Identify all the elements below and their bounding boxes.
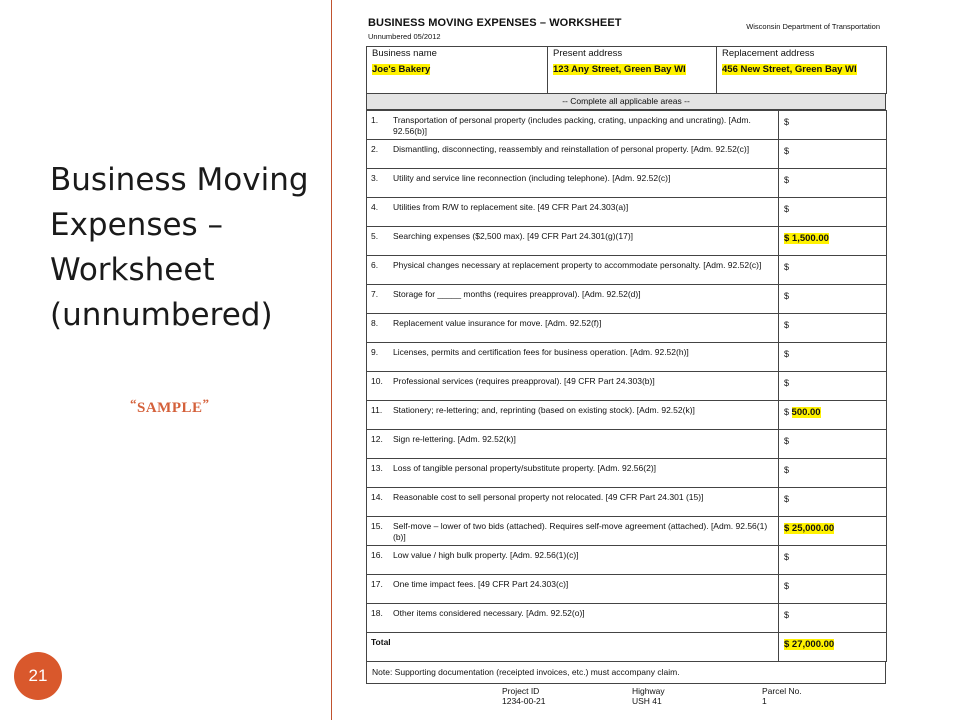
expense-row [367,546,887,575]
expense-currency: $ [784,494,790,504]
expense-amount: 500.00 [791,407,821,418]
page-number-badge: 21 [14,652,62,700]
expense-description-cell [367,459,779,488]
expense-amount-cell [779,604,887,633]
expense-description: Loss of tangible personal property/substitute property. [Adm. 92.56(2)] [393,463,657,473]
expense-row [367,227,887,256]
expense-row [367,285,887,314]
expense-number: 4. [371,202,379,212]
expense-row [367,430,887,459]
present-address-value: 123 Any Street, Green Bay WI [553,64,686,75]
total-row [367,633,887,662]
expense-description-cell [367,256,779,285]
present-address-cell [548,47,717,94]
business-name-cell [367,47,548,94]
replacement-address-value: 456 New Street, Green Bay WI [722,64,857,75]
expense-number: 10. [371,376,383,386]
expense-currency: $ [784,581,790,591]
expense-currency: $ [784,117,790,127]
expense-number: 12. [371,434,383,444]
replacement-address-label: Replacement address [722,48,815,59]
expense-row [367,604,887,633]
present-address-label: Present address [553,48,623,59]
expense-amount: $ 25,000.00 [784,523,835,534]
expense-description-cell [367,198,779,227]
expense-number: 5. [371,231,379,241]
expense-currency: $ [784,552,790,562]
sample-text: SAMPLE [137,400,203,416]
highway-label: Highway [632,686,665,696]
expense-description-cell [367,285,779,314]
expense-number: 8. [371,318,379,328]
expense-description-cell [367,140,779,169]
vertical-divider [331,0,332,720]
sample-close-quote: ” [202,396,210,411]
form-footer [366,684,886,720]
expense-description: Low value / high bulk property. [Adm. 92.56(1)(c)] [393,550,579,560]
expense-description-cell [367,314,779,343]
expense-row [367,401,887,430]
expense-description: Licenses, permits and certification fees for business operation. [Adm. 92.52(h)] [393,347,689,357]
expense-number: 9. [371,347,379,357]
expense-description: Physical changes necessary at replacement property to accommodate personalty. [Adm. 92.52(c)] [393,260,762,270]
total-label: Total [367,633,779,662]
expense-description-cell [367,517,779,546]
expense-amount-cell [779,430,887,459]
sample-label [130,396,210,417]
expense-description-cell [367,430,779,459]
expense-description-cell [367,372,779,401]
expense-items-table [366,110,887,662]
note-text: Note: Supporting documentation (receipted invoices, etc.) must accompany claim. [366,662,886,684]
expense-description: Transportation of personal property (includes packing, crating, unpacking and uncrating). [Adm. 92.56(b)] [393,115,751,136]
replacement-address-cell [717,47,887,94]
expense-amount-cell [779,111,887,140]
form-agency: Wisconsin Department of Transportation [746,22,880,31]
expense-amount: $ 1,500.00 [784,233,829,244]
expense-row [367,140,887,169]
expense-description-cell [367,169,779,198]
form-title: BUSINESS MOVING EXPENSES – WORKSHEET [368,17,622,29]
expense-description: Utility and service line reconnection (including telephone). [Adm. 92.52(c)] [393,173,671,183]
highway-value: USH 41 [632,696,662,706]
sample-open-quote: “ [130,396,137,411]
expense-description-cell [367,604,779,633]
total-amount: $ 27,000.00 [784,639,835,650]
expense-row [367,198,887,227]
expense-description: Searching expenses ($2,500 max). [49 CFR Part 24.301(g)(17)] [393,231,634,241]
expense-currency: $ [784,175,790,185]
project-id-value: 1234-00-21 [502,696,546,706]
expense-description-cell [367,401,779,430]
expense-description: Self-move – lower of two bids (attached). Requires self-move agreement (attached). [Adm. 92.56(1)(b)] [393,521,768,542]
expense-currency: $ [784,291,790,301]
expense-amount-cell [779,256,887,285]
expense-amount-cell [779,169,887,198]
expense-row [367,256,887,285]
expense-description: Dismantling, disconnecting, reassembly and reinstallation of personal property. [Adm. 92.52(c)] [393,144,750,154]
expense-row [367,459,887,488]
expense-number: 14. [371,492,383,502]
expense-currency: $ [784,436,790,446]
expense-amount-cell [779,488,887,517]
expense-amount-cell [779,314,887,343]
expense-amount-cell [779,401,887,430]
expense-number: 18. [371,608,383,618]
expense-currency: $ [784,465,790,475]
expense-amount-cell [779,546,887,575]
business-name-value: Joe's Bakery [372,64,431,75]
business-info-table [366,46,887,94]
section-header: -- Complete all applicable areas -- [366,94,886,110]
expense-description: Replacement value insurance for move. [Adm. 92.52(f)] [393,318,602,328]
expense-amount-cell [779,575,887,604]
expense-row [367,111,887,140]
expense-number: 15. [371,521,383,531]
expense-amount-cell [779,140,887,169]
expense-number: 2. [371,144,379,154]
expense-number: 13. [371,463,383,473]
expense-currency: $ [784,204,790,214]
expense-number: 1. [371,115,379,125]
expense-description: Other items considered necessary. [Adm. 92.52(o)] [393,608,585,618]
worksheet-form [366,12,886,720]
parcel-block [762,686,802,706]
expense-description: Utilities from R/W to replacement site. [49 CFR Part 24.303(a)] [393,202,629,212]
expense-row [367,372,887,401]
form-header [366,12,886,46]
expense-row [367,575,887,604]
expense-currency: $ [784,407,790,417]
expense-description: One time impact fees. [49 CFR Part 24.303(c)] [393,579,569,589]
expense-number: 17. [371,579,383,589]
expense-row [367,314,887,343]
parcel-value: 1 [762,696,767,706]
expense-currency: $ [784,378,790,388]
expense-currency: $ [784,320,790,330]
expense-description-cell [367,488,779,517]
project-id-block [502,686,545,706]
form-subtitle: Unnumbered 05/2012 [368,32,441,41]
expense-amount-cell [779,372,887,401]
expense-row [367,169,887,198]
expense-amount-cell [779,198,887,227]
expense-description: Storage for _____ months (requires preapproval). [Adm. 92.52(d)] [393,289,641,299]
expense-description: Professional services (requires preapproval). [49 CFR Part 24.303(b)] [393,376,655,386]
expense-currency: $ [784,146,790,156]
expense-number: 7. [371,289,379,299]
expense-row [367,517,887,546]
expense-amount-cell [779,227,887,256]
expense-currency: $ [784,610,790,620]
expense-amount-cell [779,343,887,372]
expense-description: Sign re-lettering. [Adm. 92.52(k)] [393,434,516,444]
total-amount-cell [779,633,887,662]
expense-row [367,488,887,517]
expense-amount-cell [779,459,887,488]
expense-description-cell [367,111,779,140]
expense-number: 3. [371,173,379,183]
expense-number: 6. [371,260,379,270]
expense-amount-cell [779,517,887,546]
expense-amount-cell [779,285,887,314]
expense-description-cell [367,575,779,604]
expense-description-cell [367,546,779,575]
highway-block [632,686,665,706]
expense-currency: $ [784,349,790,359]
expense-number: 16. [371,550,383,560]
parcel-label: Parcel No. [762,686,802,696]
expense-currency: $ [784,262,790,272]
expense-description-cell [367,227,779,256]
slide-title: Business Moving Expenses – Worksheet (unnumbered) [50,162,309,333]
expense-description: Reasonable cost to sell personal property not relocated. [49 CFR Part 24.301 (15)] [393,492,704,502]
expense-row [367,343,887,372]
expense-description-cell [367,343,779,372]
expense-number: 11. [371,405,383,415]
project-id-label: Project ID [502,686,540,696]
business-name-label: Business name [372,48,437,59]
expense-description: Stationery; re-lettering; and, reprinting (based on existing stock). [Adm. 92.52(k)] [393,405,695,415]
